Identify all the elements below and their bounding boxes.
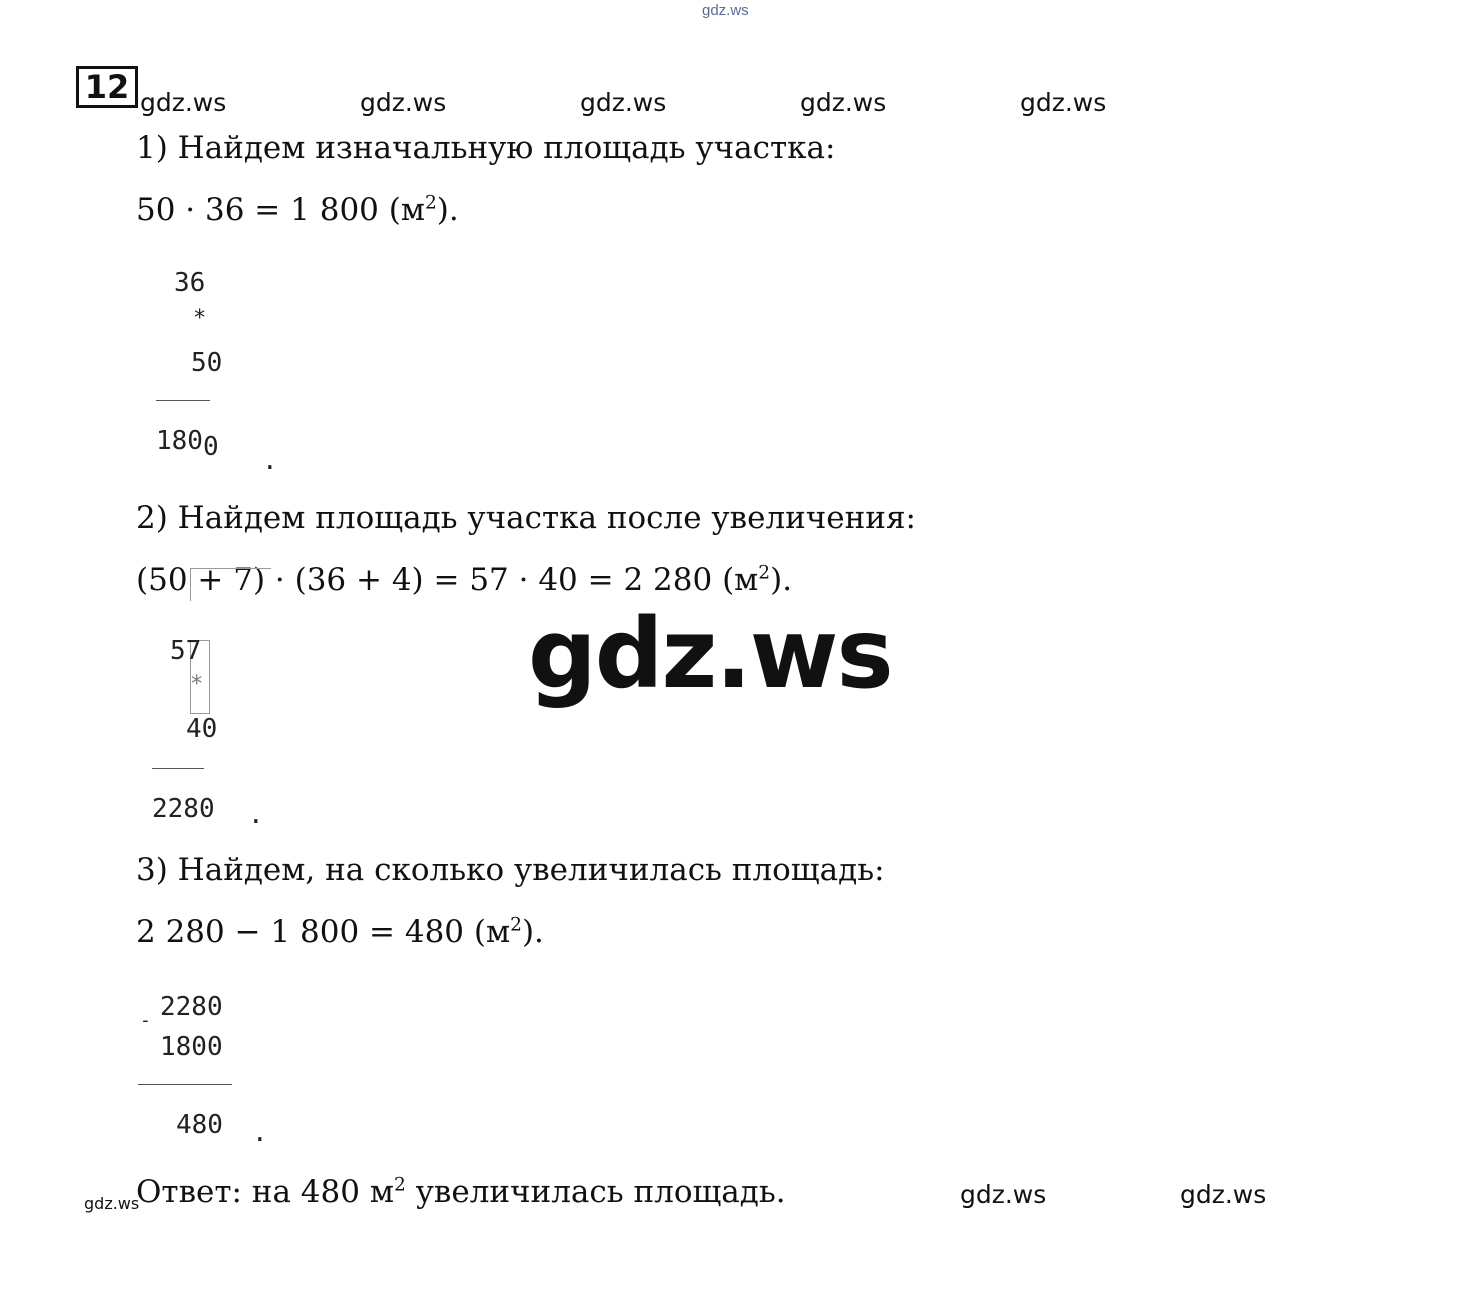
step3-column-result: 480 [176, 1110, 223, 1140]
task-number: 12 [76, 66, 138, 108]
step2-column-top: 57 [170, 636, 202, 666]
step1-column-bottom: 50 [191, 348, 223, 378]
step3-expression: 2 280 − 1 800 = 480 $(м^2)$. [136, 914, 544, 950]
watermark: gdz.ws [800, 88, 887, 117]
step3-column-operator: - [140, 1010, 151, 1031]
step1-expression: 50 · 36 = 1 800 $(м^2)$. [136, 192, 459, 228]
step2-column-operator: * [190, 672, 204, 697]
watermark: gdz.ws [960, 1180, 1047, 1209]
step1-column-dot: . [262, 446, 278, 476]
step2-column-dot: . [248, 800, 264, 830]
step2-heading: 2) Найдем площадь участка после увеличения: [136, 500, 916, 536]
step2-column-result: 2280 [152, 794, 215, 824]
watermark: gdz.ws [580, 88, 667, 117]
watermark: gdz.ws [1180, 1180, 1267, 1209]
answer-line: Ответ: на 480 $м^2$ увеличилась площадь. [136, 1174, 786, 1210]
step1-heading: 1) Найдем изначальную площадь участка: [136, 130, 836, 166]
step1-column-result: 1800 [156, 426, 219, 462]
watermark: gdz.ws [360, 88, 447, 117]
selection-frame [190, 568, 271, 601]
step1-column-operator: * [193, 306, 207, 331]
step1-column-top: 36 [174, 268, 206, 298]
step3-heading: 3) Найдем, на сколько увеличилась площадь: [136, 852, 885, 888]
step2-column-bottom: 40 [186, 714, 218, 744]
step3-column-dot: . [252, 1118, 268, 1148]
answer-watermark: gdz.ws [84, 1194, 140, 1213]
big-watermark: gdz.ws [528, 598, 892, 710]
step3-column-rule [138, 1084, 232, 1085]
step1-column-rule [156, 400, 210, 401]
step2-column-rule [152, 768, 204, 769]
step3-column-bottom: 1800 [160, 1032, 223, 1062]
watermark: gdz.ws [1020, 88, 1107, 117]
step2-expression: (50 + 7) · (36 + 4) = 57 · 40 = 2 280 $(м^2)$. [136, 562, 793, 598]
watermark: gdz.ws [140, 88, 227, 117]
top-watermark: gdz.ws [702, 2, 749, 19]
step3-column-top: 2280 [160, 992, 223, 1022]
